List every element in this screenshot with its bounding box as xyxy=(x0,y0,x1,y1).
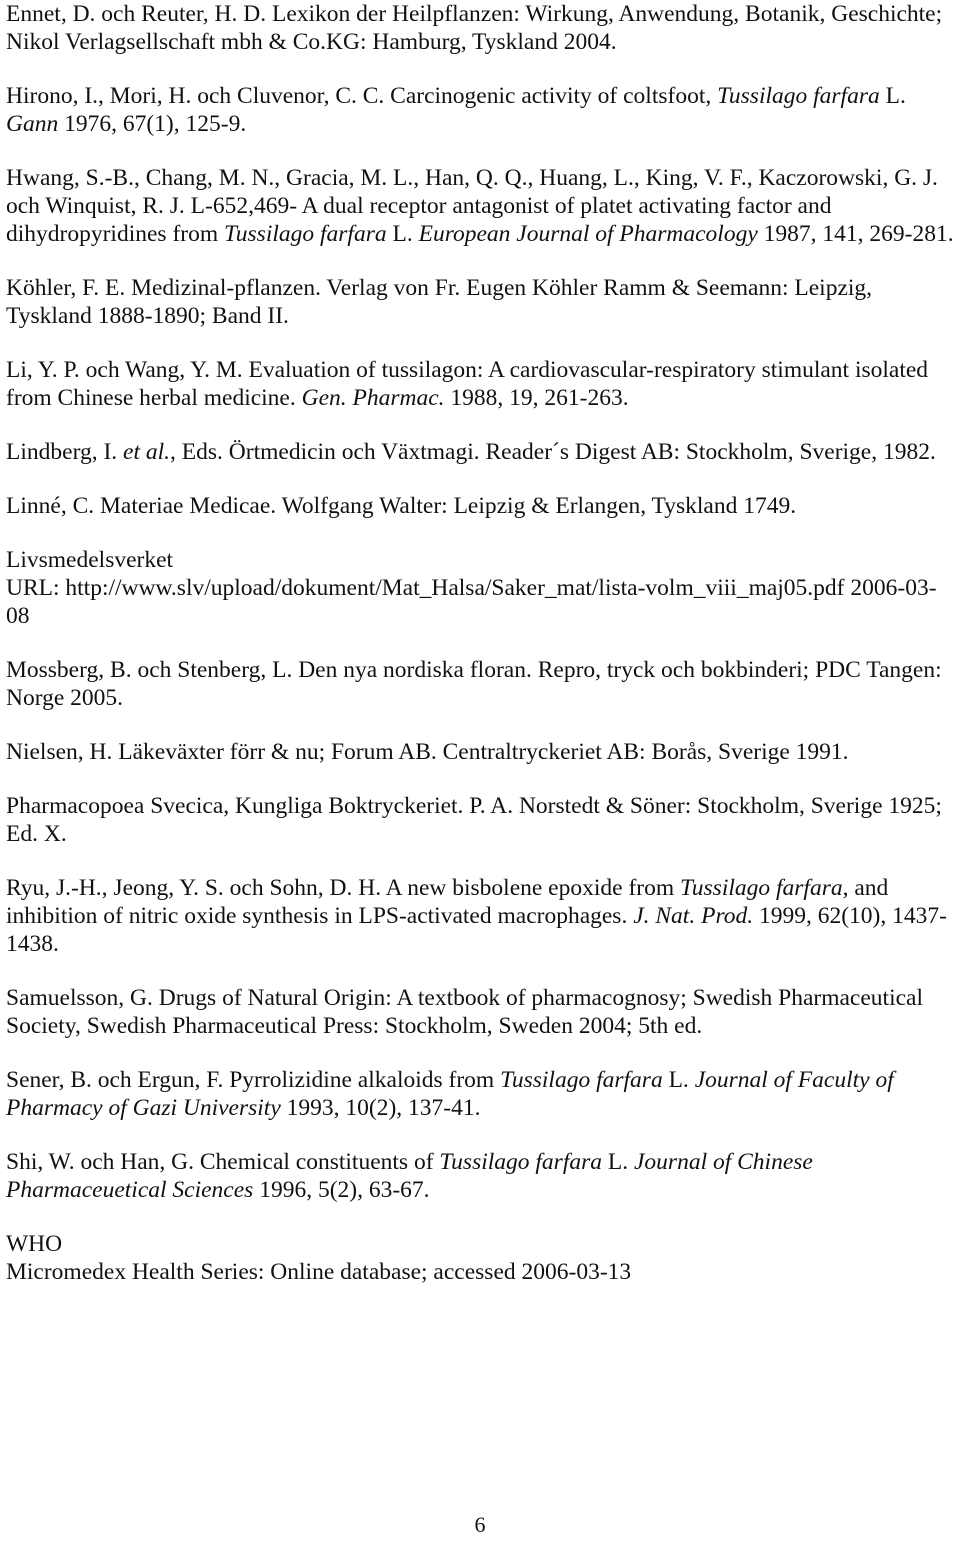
reference-text: Lindberg, I. xyxy=(6,439,124,465)
reference-text: Mossberg, B. och Stenberg, L. Den nya nordiska floran. Repro, tryck och bokbinderi; PDC Tangen: Norge 2005. xyxy=(6,657,942,711)
reference-text: 1999, 62(10), 1437-1438. xyxy=(6,903,947,957)
reference-italic-text: Tussilago farfara xyxy=(439,1149,603,1175)
reference-italic-text: Tussilago farfara xyxy=(680,875,843,901)
page-number: 6 xyxy=(474,1512,486,1537)
reference-text: 1987, 141, 269-281. xyxy=(757,221,954,247)
reference-italic-text: Journal of Chinese Pharmaceuetical Sciences xyxy=(6,1149,813,1203)
reference-entry xyxy=(6,82,956,138)
reference-entry xyxy=(6,792,956,848)
reference-text: Shi, W. och Han, G. Chemical constituents of xyxy=(6,1149,440,1175)
reference-text: Hirono, I., Mori, H. och Cluvenor, C. C. Carcinogenic activity of coltsfoot, xyxy=(6,83,718,109)
reference-text: , and inhibition of nitric oxide synthesis in LPS-activated macrophages. xyxy=(6,875,889,929)
reference-text: Nielsen, H. Läkeväxter förr & nu; Forum AB. Centraltryckeriet AB: Borås, Sverige 1991. xyxy=(6,739,849,765)
reference-entry xyxy=(6,0,956,56)
reference-entry xyxy=(6,1066,956,1122)
reference-entry xyxy=(6,356,956,412)
reference-text: Livsmedelsverket xyxy=(6,547,174,573)
reference-entry xyxy=(6,274,956,330)
reference-text: Sener, B. och Ergun, F. Pyrrolizidine alkaloids from xyxy=(6,1067,501,1093)
reference-entry xyxy=(6,492,956,520)
reference-italic-text: Journal of Faculty of Pharmacy of Gazi University xyxy=(6,1067,894,1121)
reference-entry xyxy=(6,874,956,958)
reference-text: L. xyxy=(602,1149,634,1175)
reference-italic-text: European Journal of Pharmacology xyxy=(418,221,758,247)
reference-text: 1988, 19, 261-263. xyxy=(444,385,629,411)
reference-text: URL: http://www.slv/upload/dokument/Mat_Halsa/Saker_mat/lista-volm_viii_maj05.pdf 2006-03-08 xyxy=(6,575,937,629)
reference-italic-text: J. Nat. Prod. xyxy=(633,903,754,929)
reference-text: Ryu, J.-H., Jeong, Y. S. och Sohn, D. H. A new bisbolene epoxide from xyxy=(6,875,680,901)
reference-entry xyxy=(6,738,956,766)
reference-text: Köhler, F. E. Medizinal-pflanzen. Verlag von Fr. Eugen Köhler Ramm & Seemann: Leipzig, Tyskland 1888-1890; Band II. xyxy=(6,275,873,329)
reference-italic-text: Gen. Pharmac. xyxy=(301,385,445,411)
reference-italic-text: Tussilago farfara xyxy=(717,83,880,109)
reference-italic-text: et al. xyxy=(123,439,171,465)
reference-entry xyxy=(6,1148,956,1204)
reference-text: Samuelsson, G. Drugs of Natural Origin: A textbook of pharmacognosy; Swedish Pharmaceutical Society, Swedish Pharmaceutical Press: Stockholm, Sweden 2004; 5th ed. xyxy=(6,985,923,1039)
reference-text: Micromedex Health Series: Online database; accessed 2006-03-13 xyxy=(6,1259,632,1285)
reference-entry xyxy=(6,438,956,466)
reference-text: L. xyxy=(662,1067,695,1093)
reference-entry xyxy=(6,164,956,248)
reference-text: L. xyxy=(386,221,419,247)
reference-italic-text: Gann xyxy=(6,111,59,137)
reference-entry xyxy=(6,546,956,630)
reference-text: , Eds. Örtmedicin och Växtmagi. Reader´s Digest AB: Stockholm, Sverige, 1982. xyxy=(170,439,936,465)
reference-text: 1993, 10(2), 137-41. xyxy=(280,1095,481,1121)
reference-list xyxy=(6,0,956,1312)
reference-italic-text: Tussilago farfara xyxy=(224,221,387,247)
reference-italic-text: Tussilago farfara xyxy=(500,1067,663,1093)
reference-entry xyxy=(6,984,956,1040)
reference-text: 1996, 5(2), 63-67. xyxy=(253,1177,430,1203)
reference-text: Pharmacopoea Svecica, Kungliga Boktryckeriet. P. A. Norstedt & Söner: Stockholm, Sverige 1925; Ed. X. xyxy=(6,793,942,847)
reference-entry xyxy=(6,656,956,712)
reference-text: WHO xyxy=(6,1231,63,1257)
reference-entry xyxy=(6,1230,956,1286)
reference-text: Li, Y. P. och Wang, Y. M. Evaluation of tussilagon: A cardiovascular-respiratory stimulant isolated from Chinese herbal medicine. xyxy=(6,357,929,411)
reference-text: 1976, 67(1), 125-9. xyxy=(58,111,247,137)
reference-text: Ennet, D. och Reuter, H. D. Lexikon der Heilpflanzen: Wirkung, Anwendung, Botanik, Geschichte; Nikol Verlagsellschaft mbh & Co.KG: Hamburg, Tyskland 2004. xyxy=(6,1,943,55)
reference-text: L. xyxy=(879,83,906,109)
reference-text: Linné, C. Materiae Medicae. Wolfgang Walter: Leipzig & Erlangen, Tyskland 1749. xyxy=(6,493,797,519)
reference-text: Hwang, S.-B., Chang, M. N., Gracia, M. L., Han, Q. Q., Huang, L., King, V. F., Kaczorowski, G. J. och Winquist, R. J. L-652,469- A dual receptor antagonist of platet activating factor and dihydropyridines from xyxy=(6,165,938,247)
